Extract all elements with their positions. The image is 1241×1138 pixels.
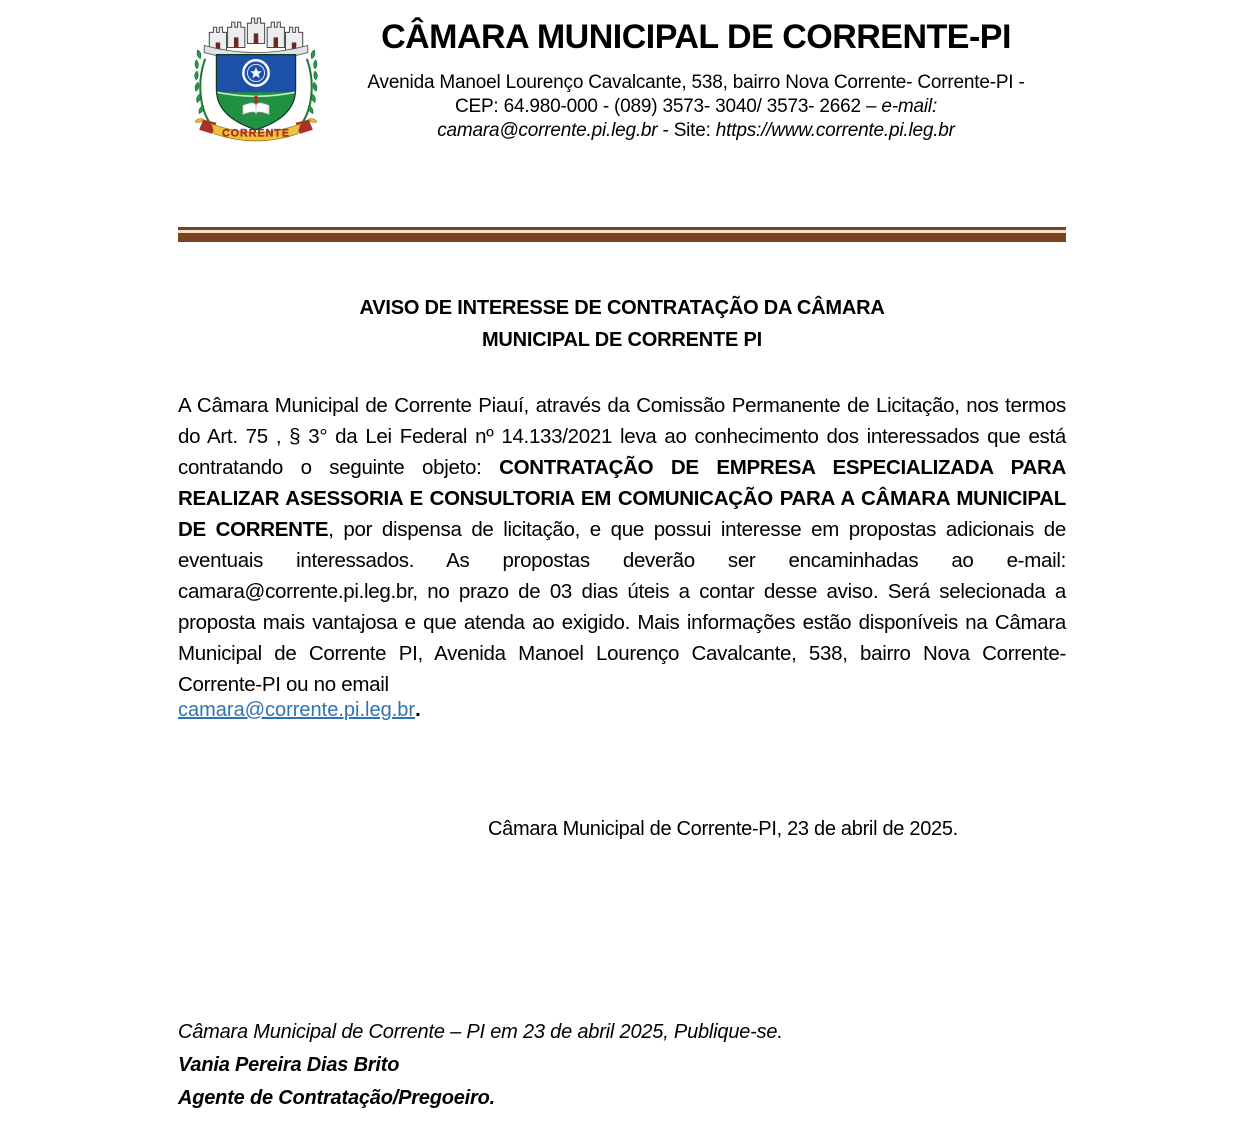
email-line — [178, 699, 421, 722]
crown-tower — [267, 22, 284, 47]
notice-body-paragraph: A Câmara Municipal de Corrente Piauí, através da Comissão Permanente de Licitação, nos termos do Art. 75 , § 3° da Lei Federal nº 14.133/2021 leva ao conhecimento dos interessados que está contratando o seguinte objeto: CONTRATAÇÃO DE EMPRESA ESPECIALIZADA PARA REALIZAR ASESSORIA E CONSULTORIA EM COMUNICAÇÃO PARA A CÂMARA MUNICIPAL DE CORRENTE, por dispensa de licitação, e que possui interesse em propostas adicionais de eventuais interessados. As propostas deverão ser encaminhadas ao e-mail: camara@corrente.pi.leg.br, no prazo de 03 dias úteis a contar desse aviso. Será selecionada a proposta mais vantajosa e que atenda ao exigido. Mais informações estão disponíveis na Câmara Municipal de Corrente PI, Avenida Manoel Lourenço Cavalcante, 538, bairro Nova Corrente- Corrente-PI ou no email — [178, 394, 1066, 696]
crown-tower — [228, 22, 245, 47]
notice-title-line1: AVISO DE INTERESSE DE CONTRATAÇÃO DA CÂMARA — [359, 297, 885, 319]
address-line-2: CEP: 64.980-000 - (089) 3573- 3040/ 3573- 2662 – e-mail: — [454, 96, 938, 117]
municipal-crest-logo — [190, 12, 322, 142]
right-branch — [302, 49, 318, 123]
crest-star-emblem — [243, 60, 268, 85]
org-address — [326, 71, 1066, 143]
email-period: . — [415, 699, 421, 721]
divider-thick-line — [178, 233, 1066, 242]
email-label: e-mail: — [881, 96, 938, 117]
contact-email-link[interactable]: camara@corrente.pi.leg.br — [178, 699, 416, 721]
signature-block — [178, 1016, 1066, 1115]
org-title: CÂMARA MUNICIPAL DE CORRENTE-PI — [381, 18, 1011, 56]
banner-text: CORRENTE — [222, 127, 290, 140]
org-site-url: https://www.corrente.pi.leg.br — [715, 120, 955, 141]
notice-title — [178, 292, 1066, 356]
left-branch — [194, 49, 210, 123]
signer-name: Vania Pereira Dias Brito — [178, 1054, 400, 1076]
address-line-3: camara@corrente.pi.leg.br - Site: https://www.corrente.pi.leg.br — [437, 120, 955, 141]
publish-line: Câmara Municipal de Corrente – PI em 23 de abril 2025, Publique-se. — [178, 1021, 783, 1043]
letterhead-text — [322, 12, 1066, 143]
crown-tower — [247, 18, 264, 43]
date-line: Câmara Municipal de Corrente-PI, 23 de abril de 2025. — [488, 818, 958, 840]
crest-icon — [190, 12, 322, 142]
notice-title-line2: MUNICIPAL DE CORRENTE PI — [481, 329, 763, 351]
letterhead — [178, 12, 1066, 143]
address-line-1: Avenida Manoel Lourenço Cavalcante, 538, bairro Nova Corrente- Corrente-PI - — [367, 72, 1025, 93]
signer-role: Agente de Contratação/Pregoeiro. — [178, 1087, 495, 1109]
org-email-text: camara@corrente.pi.leg.br — [437, 120, 658, 141]
divider-rule — [178, 227, 1066, 242]
